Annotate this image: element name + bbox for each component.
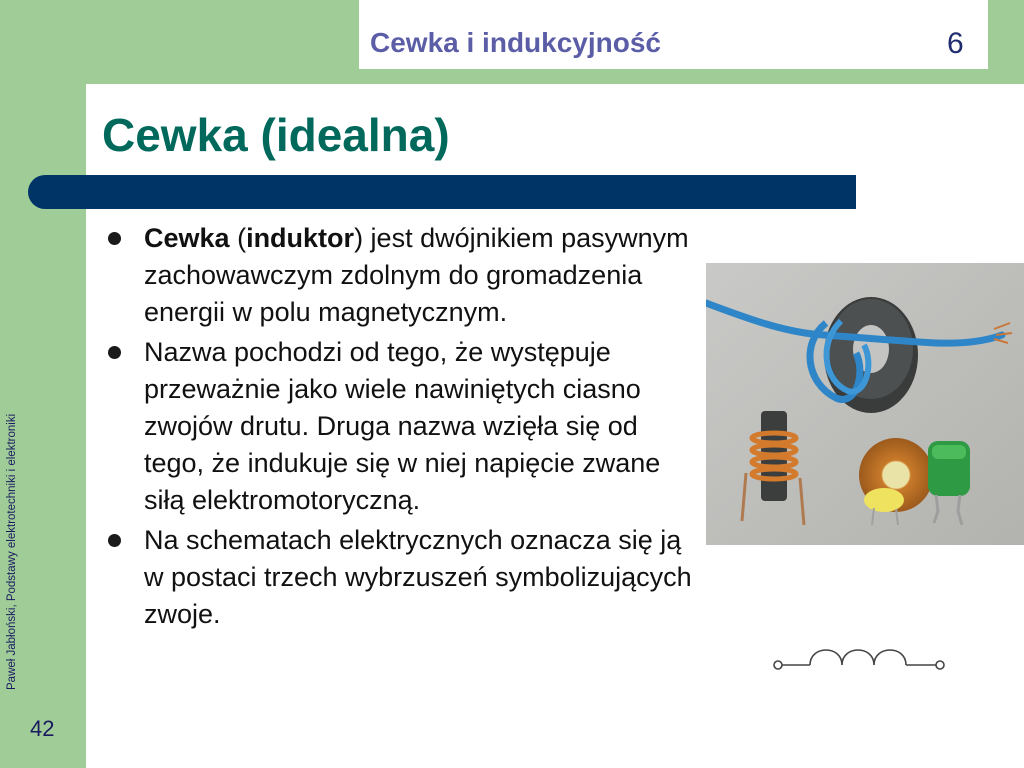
bullet-item-3 (104, 522, 704, 633)
bullet-dot-icon (108, 232, 121, 245)
bullet-dot-icon (108, 534, 121, 547)
sidebar-author: Paweł Jabłoński, Podstawy elektrotechniki i elektroniki (6, 413, 18, 690)
bullet-item-1 (104, 220, 704, 331)
frame-top-right (988, 0, 1024, 84)
term-induktor: induktor (246, 223, 355, 253)
page-number: 42 (30, 716, 55, 741)
bullet-3-text: Na schematach elektrycznych oznacza się ją w postaci trzech wybrzuszeń symbolizujących zwoje. (144, 525, 692, 629)
paren-open: ( (229, 223, 247, 253)
bullet-list (104, 220, 704, 636)
inductors-photo (706, 263, 1024, 545)
header-underline (359, 69, 988, 84)
bullet-1-text: ) jest dwójnikiem pasywnym zachowawczym zdolnym do gromadzenia energii w polu magnetycznym. (144, 223, 689, 327)
header-title: Cewka i indukcyjność (370, 27, 661, 58)
slide-title: Cewka (idealna) (102, 109, 450, 161)
title-bar (28, 175, 856, 209)
header-slide-number: 6 (947, 27, 964, 60)
frame-top (86, 0, 359, 84)
bullet-item-2 (104, 334, 704, 519)
term-cewka: Cewka (144, 223, 230, 253)
bullet-dot-icon (108, 346, 121, 359)
inductor-symbol-icon (770, 640, 950, 680)
bullet-2-text: Nazwa pochodzi od tego, że występuje przeważnie jako wiele nawiniętych ciasno zwojów drutu. Druga nazwa wzięła się od tego, że indukuje się w niej napięcie zwane siłą elektromotoryczną. (144, 337, 661, 515)
